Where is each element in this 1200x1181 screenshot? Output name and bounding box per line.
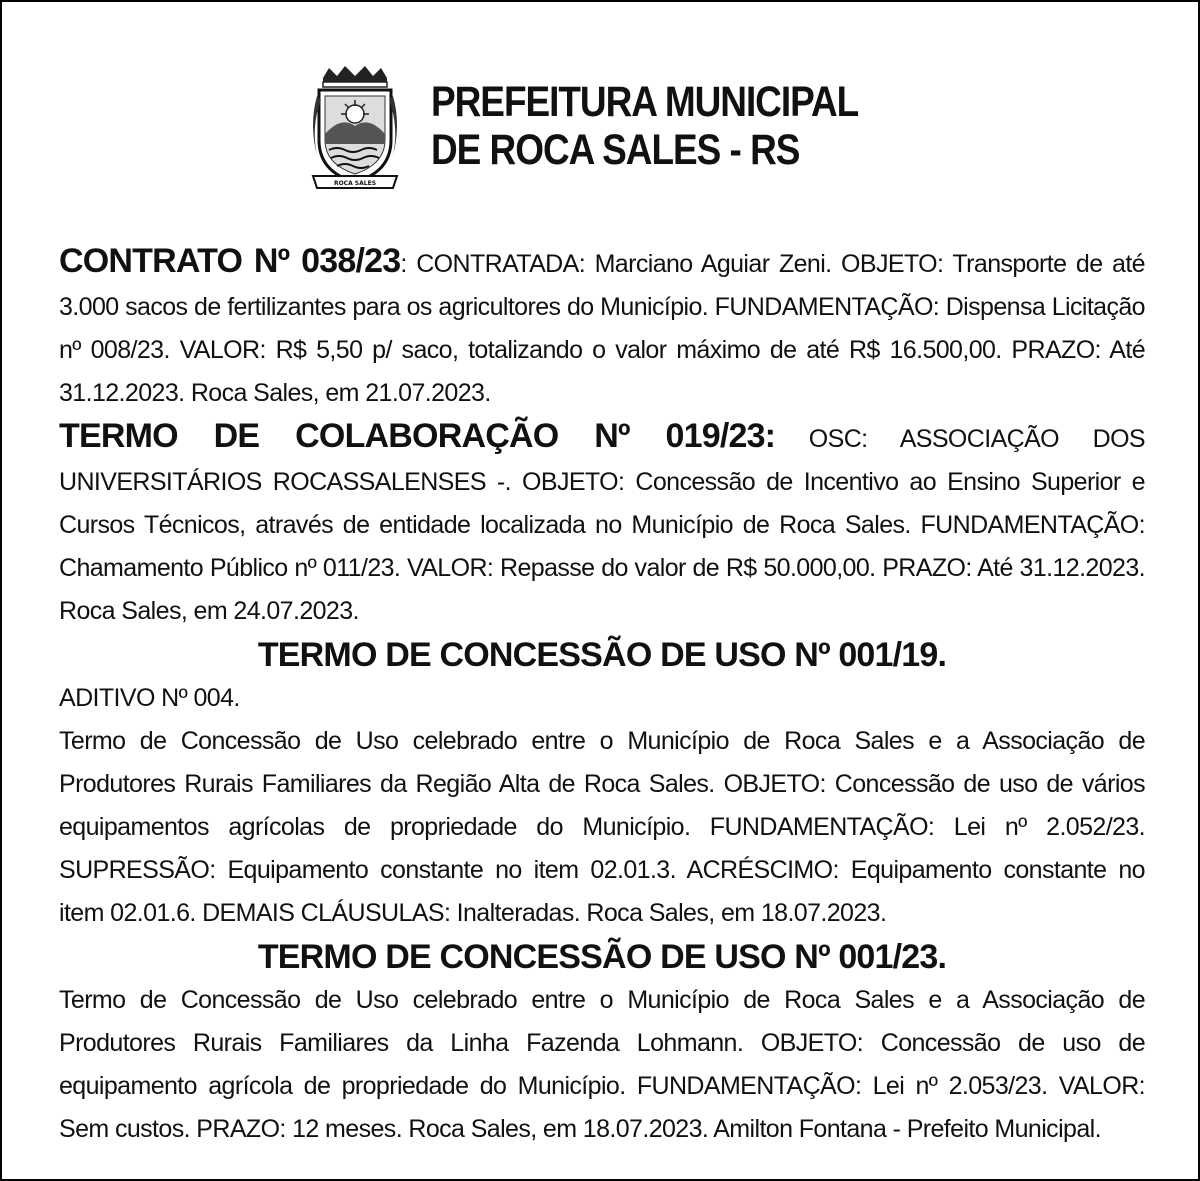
concession-23-title: TERMO DE CONCESSÃO DE USO Nº 001/23. [257,938,947,976]
collaboration-text: OSC: ASSOCIAÇÃO DOS UNIVERSITÁRIOS ROCASSALENSES -. OBJETO: Concessão de Incentivo ao Ensino Superior e Cursos Técnicos, através de entidade localizada no Município de Roca Sales. FUNDAMENTAÇÃO: Chamamento Público nº 011/23. VALOR: Repasse do valor de R$ 50.000,00. PRAZO: Até 31.12.2023. Roca Sales, em 24.07.2023. [59,425,1145,625]
concession-19-title: TERMO DE CONCESSÃO DE USO Nº 001/19. [257,636,947,674]
contract-paragraph [59,240,1145,415]
collaboration-title: TERMO DE COLABORAÇÃO Nº 019/23: [59,417,776,455]
notice-body [59,240,1145,1151]
organization-name [431,78,858,174]
organization-line-1: PREFEITURA MUNICIPAL [431,78,859,126]
municipal-crest-icon [307,64,403,192]
collaboration-paragraph [59,415,1145,633]
contract-title: CONTRATO Nº 038/23 [59,242,401,280]
concession-19-text: Termo de Concessão de Uso celebrado entre o Município de Roca Sales e a Associação de Produtores Rurais Familiares da Região Alta de Roca Sales. OBJETO: Concessão de uso de vários equipamentos agrícolas de propriedade do Município. FUNDAMENTAÇÃO: Lei nº 2.052/23. SUPRESSÃO: Equipamento constante no item 02.01.3. ACRÉSCIMO: Equipamento constante no item 02.01.6. DEMAIS CLÁUSULAS: Inalteradas. Roca Sales, em 18.07.2023. [59,727,1145,927]
concession-19-subtitle: ADITIVO Nº 004. [59,684,240,712]
concession-23-text: Termo de Concessão de Uso celebrado entre o Município de Roca Sales e a Associação de Produtores Rurais Familiares da Linha Fazenda Lohmann. OBJETO: Concessão de uso de equipamento agrícola de propriedade do Município. FUNDAMENTAÇÃO: Lei nº 2.053/23. VALOR: Sem custos. PRAZO: 12 meses. Roca Sales, em 18.07.2023. Amilton Fontana - Prefeito Municipal. [59,986,1145,1143]
svg-text:ROCA SALES: ROCA SALES [333,180,377,187]
header [307,64,928,192]
contract-text: : CONTRATADA: Marciano Aguiar Zeni. OBJETO: Transporte de até 3.000 sacos de fertilizantes para os agricultores do Município. FUNDAMENTAÇÃO: Dispensa Licitação nº 008/23. VALOR: R$ 5,50 p/ saco, totalizando o valor máximo de até R$ 16.500,00. PRAZO: Até 31.12.2023. Roca Sales, em 21.07.2023. [59,250,1145,407]
organization-line-2: DE ROCA SALES - RS [431,126,800,174]
